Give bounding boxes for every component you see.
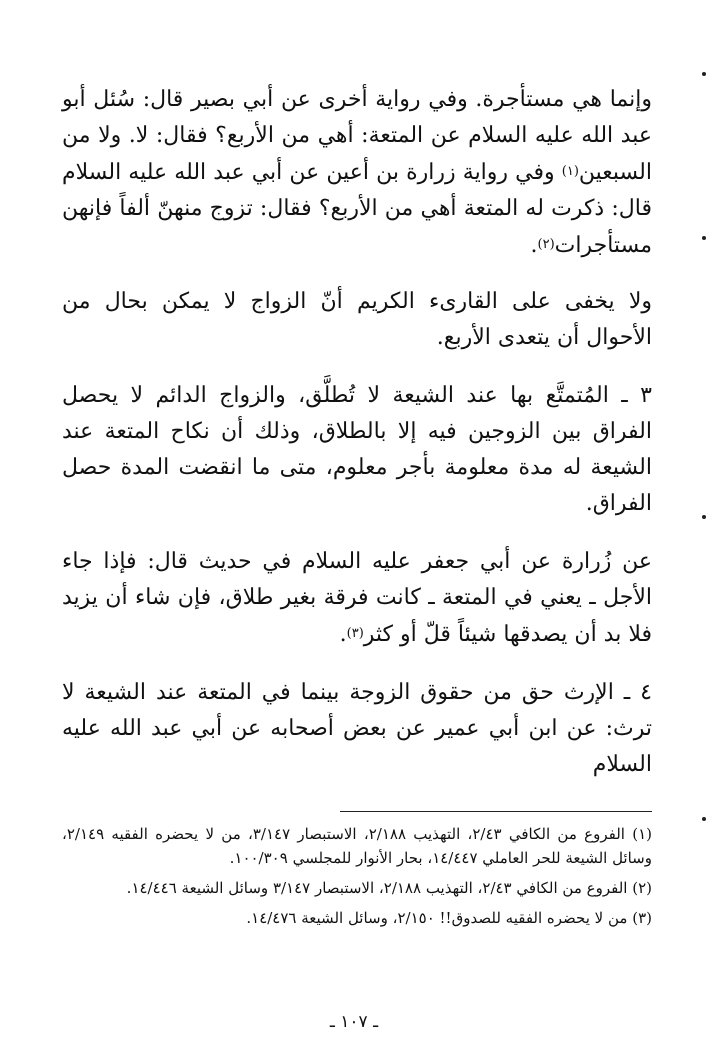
- footnote-ref-1: (١): [561, 164, 579, 179]
- paragraph-1-continuation: وفي رواية زرارة بن أعين عن أبي عبد الله عليه السلام قال: ذكرت له المتعة أهي من الأربع؟ فقال: تزوج منهنّ ألفاً فإنهن مستأجرات: [62, 160, 652, 258]
- paragraph-4-text: عن زُرارة عن أبي جعفر عليه السلام في حديث قال: فإذا جاء الأجل ـ يعني في المتعة ـ كانت فرقة بغير طلاق، فإن شاء أن يزيد فلا بد أن يصدقها شيئاً قلّ أو كثر: [62, 549, 652, 647]
- footnote-2: (٢) الفروع من الكافي ٢/٤٣، التهذيب ٢/١٨٨، الاستبصار ٣/١٤٧ وسائل الشيعة ١٤/٤٤٦.: [126, 879, 652, 897]
- footnote-1: (١) الفروع من الكافي ٢/٤٣، التهذيب ٢/١٨٨، الاستبصار ٣/١٤٧، من لا يحضره الفقيه ٢/١٤٩، وسائل الشيعة للحر العاملي ١٤/٤٤٧، بحار الأنوار للمجلسي ١٠٠/٣٠٩.: [62, 825, 652, 867]
- paragraph-5: ٤ ـ الإرث حق من حقوق الزوجة بينما في المتعة عند الشيعة لا ترث: عن ابن أبي عمير عن بعض أصحابه عن أبي عبد الله عليه السلام: [62, 680, 652, 777]
- paragraph-2: ولا يخفى على القارىء الكريم أنّ الزواج لا يمكن بحال من الأحوال أن يتعدى الأربع.: [62, 289, 652, 350]
- footnote-3: (٣) من لا يحضره الفقيه للصدوق!! ٢/١٥٠، وسائل الشيعة ١٤/٤٧٦.: [246, 909, 652, 927]
- footnotes: [62, 822, 652, 936]
- scan-mark: [702, 72, 706, 76]
- main-text: [62, 82, 652, 805]
- footnote-ref-2: (٢): [537, 237, 555, 252]
- page-number: ـ ١٠٧ ـ: [329, 1012, 379, 1032]
- scan-mark: [702, 236, 706, 240]
- scan-mark: [702, 817, 706, 821]
- scan-mark: [702, 515, 706, 519]
- paragraph-1-text: وإنما هي مستأجرة. وفي رواية أخرى عن أبي بصير قال: سُئل أبو عبد الله عليه السلام عن المتعة: أهي من الأربع؟ فقال: لا. ولا من السبعين: [62, 87, 652, 185]
- paragraph-1: [62, 82, 652, 264]
- paragraph-4: [62, 544, 652, 653]
- footnote-ref-3: (٣): [346, 626, 364, 641]
- paragraph-4-end: .: [339, 622, 347, 647]
- footnote-divider: [340, 811, 652, 812]
- paragraph-1-end: .: [530, 233, 538, 258]
- paragraph-3: ٣ ـ المُتمتَّع بها عند الشيعة لا تُطلَّق، والزواج الدائم لا يحصل الفراق بين الزوجين فيه إلا بالطلاق، وذلك أن نكاح المتعة عند الشيعة له مدة معلومة بأجر معلوم، متى ما انقضت المدة حصل الفراق.: [62, 383, 652, 516]
